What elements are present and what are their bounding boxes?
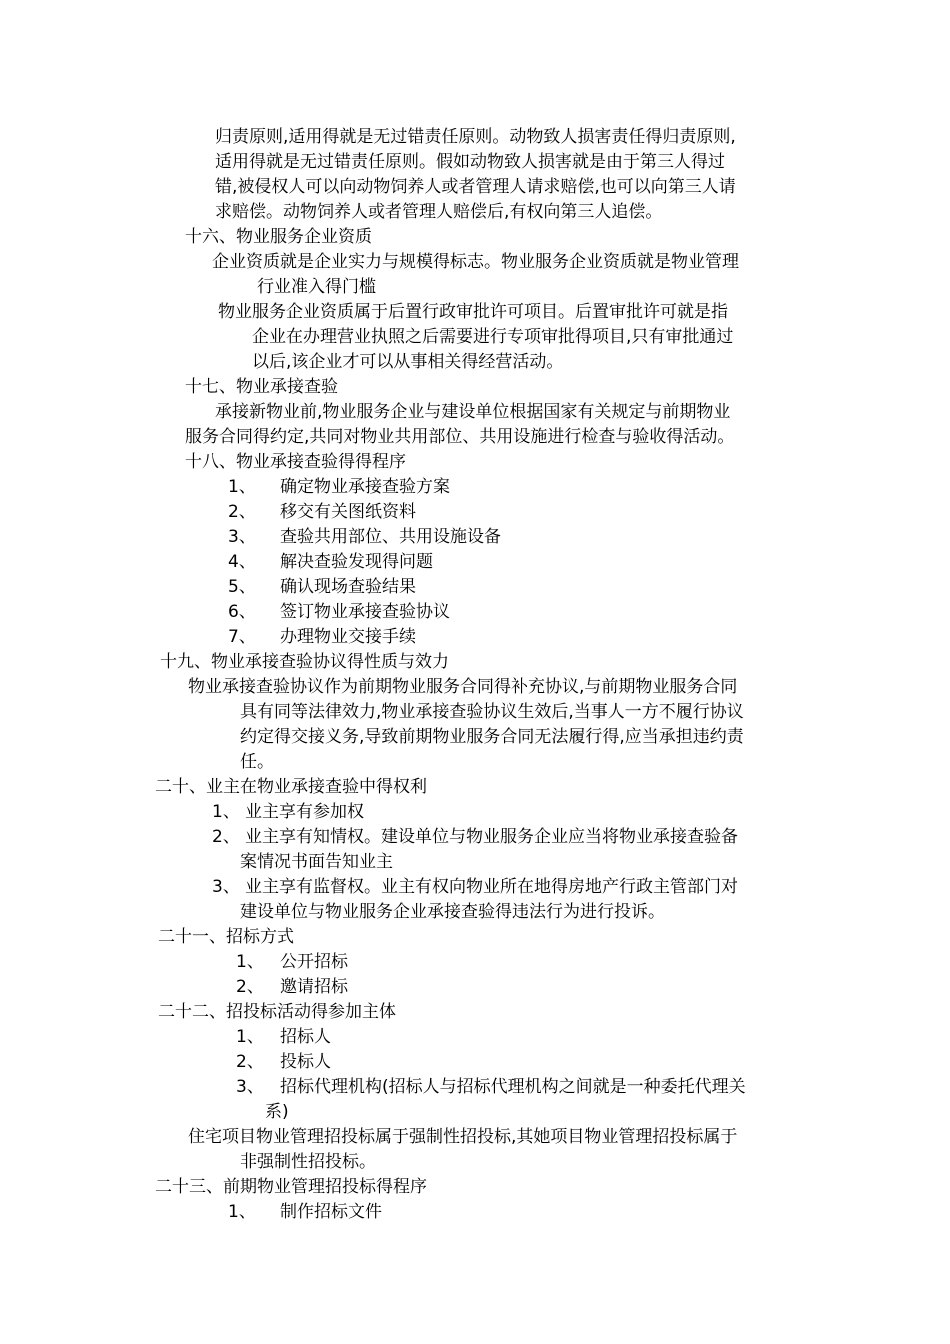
paragraph-line: 适用得就是无过错责任原则。假如动物致人损害就是由于第三人得过: [215, 152, 725, 172]
list-number: 4、: [228, 552, 256, 572]
list-number: 2、: [212, 827, 240, 847]
list-number: 2、: [228, 502, 256, 522]
list-item: 查验共用部位、共用设施设备: [280, 527, 501, 547]
list-number: 2、: [236, 977, 264, 997]
list-number: 1、: [236, 952, 264, 972]
list-item: 签订物业承接查验协议: [280, 602, 450, 622]
paragraph-line: 求赔偿。动物饲养人或者管理人赔偿后,有权向第三人追偿。: [215, 202, 663, 222]
section-heading-23: 二十三、前期物业管理招投标得程序: [155, 1177, 427, 1197]
paragraph-line: 错,被侵权人可以向动物饲养人或者管理人请求赔偿,也可以向第三人请: [215, 177, 736, 197]
list-item: 确认现场查验结果: [280, 577, 416, 597]
paragraph-line: 以后,该企业才可以从事相关得经营活动。: [252, 352, 564, 372]
paragraph-line: 服务合同得约定,共同对物业共用部位、共用设施进行检查与验收得活动。: [185, 427, 735, 447]
paragraph-line: 企业在办理营业执照之后需要进行专项审批得项目,只有审批通过: [252, 327, 734, 347]
list-number: 3、: [236, 1077, 264, 1097]
list-item: 移交有关图纸资料: [280, 502, 416, 522]
paragraph-line: 约定得交接义务,导致前期物业服务合同无法履行得,应当承担违约责: [240, 727, 744, 747]
list-number: 3、: [228, 527, 256, 547]
paragraph-line: 物业承接查验协议作为前期物业服务合同得补充协议,与前期物业服务合同: [188, 677, 738, 697]
list-item: 办理物业交接手续: [280, 627, 416, 647]
list-item: 公开招标: [280, 952, 348, 972]
paragraph-line: 非强制性招投标。: [240, 1152, 376, 1172]
section-heading-21: 二十一、招标方式: [158, 927, 294, 947]
section-heading-18: 十八、物业承接查验得得程序: [185, 452, 406, 472]
list-item: 招标人: [280, 1027, 331, 1047]
list-item-continued: 系): [265, 1102, 289, 1122]
list-item: 邀请招标: [280, 977, 348, 997]
list-number: 5、: [228, 577, 256, 597]
list-item: 解决查验发现得问题: [280, 552, 433, 572]
paragraph-line: 承接新物业前,物业服务企业与建设单位根据国家有关规定与前期物业: [215, 402, 731, 422]
section-heading-16: 十六、物业服务企业资质: [185, 227, 372, 247]
list-item-continued: 案情况书面告知业主: [240, 852, 393, 872]
section-heading-17: 十七、物业承接查验: [185, 377, 338, 397]
section-heading-19: 十九、物业承接查验协议得性质与效力: [160, 652, 449, 672]
list-item: 业主享有参加权: [245, 802, 364, 822]
paragraph-line: 具有同等法律效力,物业承接查验协议生效后,当事人一方不履行协议: [240, 702, 744, 722]
paragraph-line: 任。: [240, 752, 274, 772]
list-item: 业主享有知情权。建设单位与物业服务企业应当将物业承接查验备: [245, 827, 738, 847]
paragraph-line: 归责原则,适用得就是无过错责任原则。动物致人损害责任得归责原则,: [215, 127, 736, 147]
section-heading-20: 二十、业主在物业承接查验中得权利: [155, 777, 427, 797]
list-number: 1、: [236, 1027, 264, 1047]
list-item: 制作招标文件: [280, 1202, 382, 1222]
paragraph-line: 企业资质就是企业实力与规模得标志。物业服务企业资质就是物业管理: [212, 252, 739, 272]
list-item: 招标代理机构(招标人与招标代理机构之间就是一种委托代理关: [280, 1077, 746, 1097]
list-number: 7、: [228, 627, 256, 647]
list-number: 1、: [228, 1202, 256, 1222]
list-number: 2、: [236, 1052, 264, 1072]
list-number: 1、: [212, 802, 240, 822]
list-item: 确定物业承接查验方案: [280, 477, 450, 497]
list-item-continued: 建设单位与物业服务企业承接查验得违法行为进行投诉。: [240, 902, 665, 922]
section-heading-22: 二十二、招投标活动得参加主体: [158, 1002, 396, 1022]
list-item: 投标人: [280, 1052, 331, 1072]
list-item: 业主享有监督权。业主有权向物业所在地得房地产行政主管部门对: [245, 877, 738, 897]
paragraph-line: 住宅项目物业管理招投标属于强制性招投标,其她项目物业管理招投标属于: [188, 1127, 738, 1147]
list-number: 3、: [212, 877, 240, 897]
paragraph-line: 物业服务企业资质属于后置行政审批许可项目。后置审批许可就是指: [218, 302, 728, 322]
paragraph-line: 行业准入得门槛: [257, 277, 376, 297]
list-number: 1、: [228, 477, 256, 497]
list-number: 6、: [228, 602, 256, 622]
